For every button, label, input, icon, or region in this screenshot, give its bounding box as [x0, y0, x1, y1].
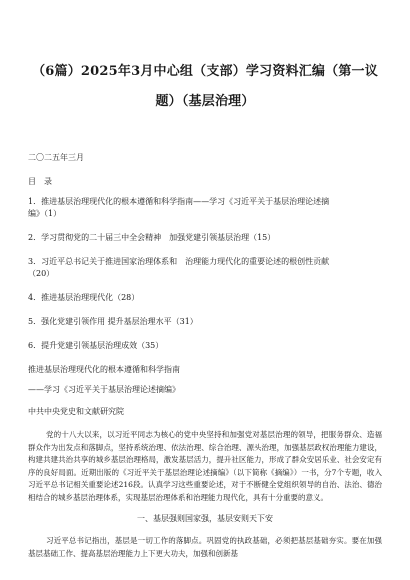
- section-author: 中共中央党史和文献研究院: [28, 407, 124, 416]
- toc-item-continuation: （20）: [28, 269, 55, 278]
- toc-item: [28, 256, 382, 280]
- toc-item: [28, 232, 382, 244]
- body-paragraph: 习近平总书记指出，基层是一切工作的落脚点。巩固党的执政基础，必须把基层基础夯实。要在加强基层基础工作、提高基层治理能力上下更大功夫，加强和创新基: [28, 536, 382, 558]
- toc-item: [28, 196, 382, 220]
- toc-item: [28, 316, 382, 328]
- toc-item-continuation: 编》（1）: [28, 209, 62, 218]
- document-date: 二〇二五年三月: [28, 153, 84, 162]
- document-title-line-2: 题）（基层治理）: [155, 94, 255, 109]
- toc-item: [28, 340, 382, 352]
- section-heading: 一、基层强则国家强，基层安则天下安: [137, 514, 273, 523]
- section-subtitle: ——学习《习近平关于基层治理论述摘编》: [28, 385, 180, 394]
- document-title-line-1: （6篇）2025年3月中心组（支部）学习资料汇编（第一议: [32, 64, 378, 79]
- toc-heading: 目 录: [28, 177, 52, 186]
- toc-item-text: 2．学习贯彻党的二十届三中全会精神 加强党建引领基层治理（15）: [28, 233, 276, 242]
- toc-item-text: 5．强化党建引领作用 提升基层治理水平（31）: [28, 317, 198, 326]
- body-paragraph: 党的十八大以来，以习近平同志为核心的党中央坚持和加强党对基层治理的领导，把服务群众、造福群众作为出发点和落脚点，坚持系统治理、依法治理、综合治理、源头治理，加强基层政权治理能力建设，构建共建共治共享的城乡基层治理格局，激发基层活力，提升社区能力，形成了群众安居乐业、社会安定有序的良好局面。近期出版的《习近平关于基层治理论述摘编》（以下简称《摘编》）一书，分7个专题，收入习近平总书记相关重要论述216段。认真学习这些重要论述，对于不断健全党组织领导的自治、法治、德治相结合的城乡基层治理体系，实现基层治理体系和治理能力现代化，具有十分重要的意义。: [28, 430, 382, 502]
- toc-item-text: 6．提升党建引领基层治理成效（35）: [28, 341, 164, 350]
- toc-item: [28, 292, 382, 304]
- section-title: 推进基层治理现代化的根本遵循和科学指南: [28, 365, 180, 374]
- document-title: [28, 0, 382, 117]
- toc-item-text: 1．推进基层治理现代化的根本遵循和科学指南——学习《习近平关于基层治理论述摘: [28, 197, 330, 206]
- toc-item-text: 4．推进基层治理现代化（28）: [28, 293, 140, 302]
- table-of-contents: [28, 196, 382, 352]
- toc-item-text: 3．习近平总书记关于推进国家治理体系和 治理能力现代化的重要论述的根创性贡献: [28, 257, 330, 266]
